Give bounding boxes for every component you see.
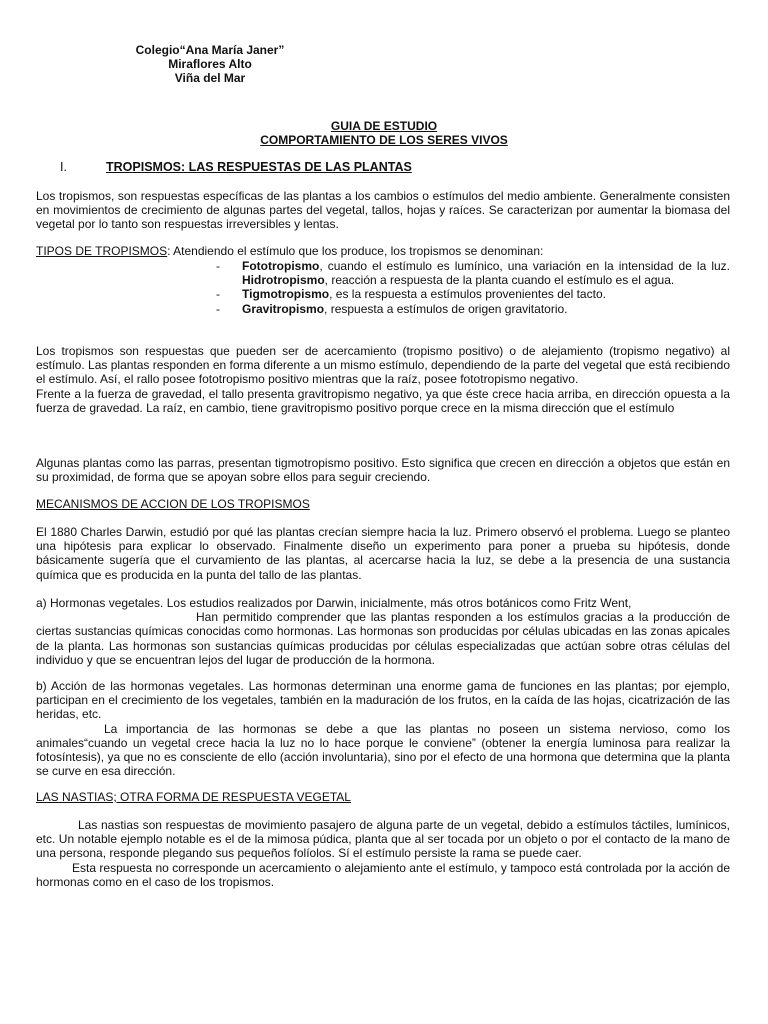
list-dash: - bbox=[216, 301, 220, 316]
importance-text: La importancia de las hormonas se debe a que las plantas no poseen un sistema nervioso, como los animales“cuando un vegetal crece hacia la luz no lo hace porque le conviene” (obtener la energía luminosa para realizar la fotosíntesis), ya que no es consciente de ello (acción involuntaria), sino por el efecto de una hormona que determina que la planta se curve en esa dirección. bbox=[36, 721, 730, 779]
accion-paragraph bbox=[36, 679, 730, 778]
document-title: GUIA DE ESTUDIO bbox=[330, 119, 438, 133]
list-dash: - bbox=[216, 259, 220, 273]
school-name: Colegio“Ana María Janer” bbox=[135, 43, 285, 57]
section-heading bbox=[60, 160, 412, 174]
term-hidrotropismo: Hidrotropismo bbox=[242, 273, 325, 288]
document-subtitle: COMPORTAMIENTO DE LOS SERES VIVOS bbox=[260, 133, 508, 147]
definition-text: , es la respuesta a estímulos provenientes del tacto. bbox=[329, 287, 606, 302]
nastias-heading: LAS NASTIAS; OTRA FORMA DE RESPUESTA VEGETAL bbox=[36, 790, 351, 804]
parras-paragraph bbox=[36, 456, 730, 484]
tipos-lead: : Atendiendo el estímulo que los produce, los tropismos se denominan: bbox=[167, 244, 544, 258]
tipos-heading: TIPOS DE TROPISMOS bbox=[36, 244, 168, 258]
list-dash: - bbox=[216, 287, 220, 302]
nastias-paragraph bbox=[36, 818, 730, 889]
parras-text: Algunas plantas como las parras, presentan tigmotropismo positivo. Esto significa que crecen en dirección a objetos que están en su proximidad, de forma que se apoyan sobre ellos para seguir creciendo. bbox=[36, 456, 730, 485]
section-number: I. bbox=[60, 160, 67, 174]
intro-paragraph bbox=[36, 189, 730, 232]
gravity-text: Frente a la fuerza de gravedad, el tallo presenta gravitropismo negativo, ya que éste crece hacia arriba, en dirección opuesta a la fuerza de gravedad. La raíz, en cambio, tiene gravitropismo positivo porque crece en la misma dirección que el estímulo bbox=[36, 386, 730, 415]
response-paragraph bbox=[36, 344, 730, 415]
school-header bbox=[110, 43, 310, 85]
hormonas-text: Han permitido comprender que las plantas responden a los estímulos gracias a la producción de ciertas sustancias químicas conocidas como hormonas. Las hormonas son producidas por células ubicadas en las zonas apicales de la planta. Las hormonas son sustancias químicas producidas por células especializadas que actúan sobre otras células del individuo y que se encuentran lejos del lugar de producción de la hormona. bbox=[36, 610, 730, 667]
response-text: Los tropismos son respuestas que pueden ser de acercamiento (tropismo positivo) o de alejamiento (tropismo negativo) al estímulo. Las plantas responden en forma diferente a un mismo estímulo, dependiendo de la parte del vegetal que está recibiendo el estímulo. Así, el rallo posee fototropismo positivo mientras que la raíz, posee fototropismo negativo. bbox=[36, 344, 730, 387]
mecanismos-heading: MECANISMOS DE ACCION DE LOS TROPISMOS bbox=[36, 497, 310, 511]
list-item bbox=[216, 287, 730, 301]
darwin-text: El 1880 Charles Darwin, estudió por qué las plantas crecían siempre hacia la luz. Primero observó el problema. Luego se planteo una hipótesis para explicar lo observado. Finalmente diseño un experimento para poner a prueba su hipótesis, donde básicamente sugería que el curvamiento de las plantas, al acercarse hacia la luz, se debe a la presencia de una sustancia química que es producida en la punta del tallo de las plantas. bbox=[36, 525, 730, 582]
school-city: Viña del Mar bbox=[174, 71, 246, 85]
nastias-text-2: Esta respuesta no corresponde un acercamiento o alejamiento ante el estímulo, y tampoco está controlada por la acción de hormonas como en el caso de los tropismos. bbox=[36, 860, 730, 889]
hormonas-paragraph bbox=[36, 596, 730, 667]
document-titles bbox=[0, 119, 768, 147]
list-item bbox=[216, 259, 730, 287]
definition-text: , reacción a respuesta de la planta cuando el estímulo es el agua. bbox=[324, 273, 675, 288]
nastias-heading-block bbox=[36, 790, 730, 804]
tipos-paragraph bbox=[36, 244, 730, 258]
list-item bbox=[216, 302, 730, 316]
mecanismos-heading-block bbox=[36, 497, 730, 511]
accion-text: b) Acción de las hormonas vegetales. Las hormonas determinan una enorme gama de funciones en las plantas; por ejemplo, participan en el crecimiento de los vegetales, también en la maduración de los frutos, en la caída de las hojas, cicatrización de las heridas, etc. bbox=[36, 679, 730, 722]
section-title: TROPISMOS: LAS RESPUESTAS DE LAS PLANTAS bbox=[106, 160, 412, 174]
nastias-text: Las nastias son respuestas de movimiento pasajero de alguna parte de un vegetal, debido a estímulos táctiles, lumínicos, etc. Un notable ejemplo notable es el de la mimosa púdica, planta que al ser tocada por un objeto o por el contacto de la mano de una persona, responde plegando sus pequeños folíolos. Sí el estímulo persiste la rama se puede caer. bbox=[36, 818, 730, 861]
term-tigmotropismo: Tigmotropismo bbox=[242, 287, 330, 302]
definition-text: , respuesta a estímulos de origen gravitatorio. bbox=[324, 301, 568, 316]
intro-text: Los tropismos, son respuestas específicas de las plantas a los cambios o estímulos del medio ambiente. Generalmente consisten en movimientos de crecimiento de algunas partes del vegetal, tallos, hojas y raíces. Se caracterizan por aumentar la biomasa del vegetal por lo tanto son respuestas irreversibles y lentas. bbox=[36, 189, 730, 232]
tropism-types-list bbox=[216, 259, 730, 316]
definition-text: , cuando el estímulo es lumínico, una variación en la intensidad de la luz. bbox=[319, 259, 730, 273]
hormonas-line1: a) Hormonas vegetales. Los estudios realizados por Darwin, inicialmente, más otros botánicos como Fritz Went, bbox=[36, 596, 632, 610]
term-gravitropismo: Gravitropismo bbox=[242, 301, 325, 316]
darwin-paragraph bbox=[36, 525, 730, 582]
term-fototropismo: Fototropismo bbox=[242, 259, 320, 273]
school-area: Miraflores Alto bbox=[168, 57, 252, 71]
